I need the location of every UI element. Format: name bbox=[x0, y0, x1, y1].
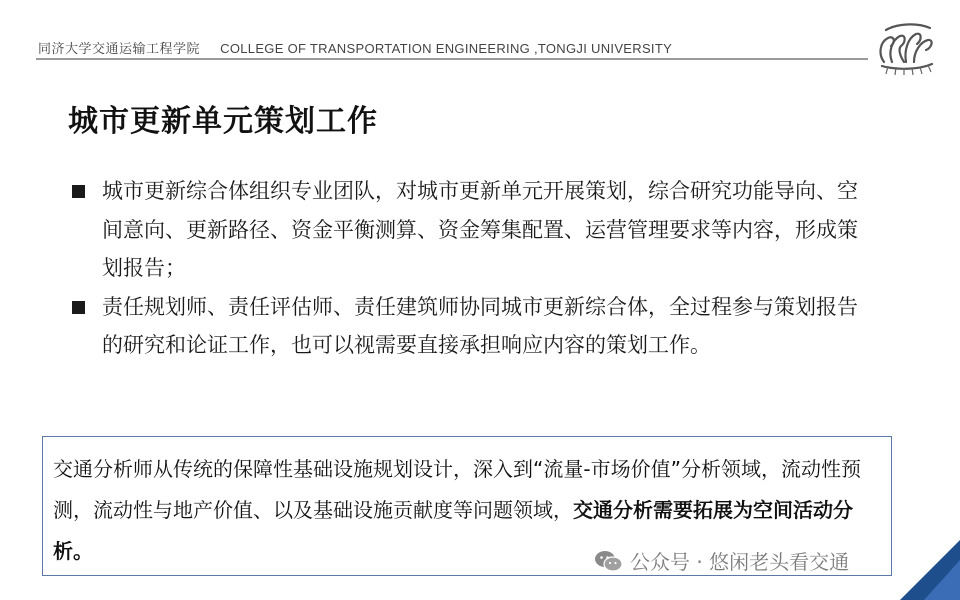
school-name-en: COLLEGE OF TRANSPORTATION ENGINEERING ,TONGJI UNIVERSITY bbox=[220, 41, 673, 56]
school-name-cn: 同济大学交通运输工程学院 bbox=[38, 42, 201, 57]
bullet-text: 责任规划师、责任评估师、责任建筑师协同城市更新综合体，全过程参与策划报告的研究和论证工作，也可以视需要直接承担响应内容的策划工作。 bbox=[102, 294, 858, 357]
corner-accent bbox=[840, 540, 960, 600]
bullet-item bbox=[72, 288, 862, 365]
bullet-list bbox=[72, 172, 862, 365]
watermark-text: 公众号 · 悠闲老头看交通 bbox=[630, 550, 850, 574]
tongji-transportation-logo bbox=[874, 18, 938, 76]
bullet-item bbox=[72, 172, 862, 288]
square-bullet-icon bbox=[72, 301, 85, 314]
square-bullet-icon bbox=[72, 185, 85, 198]
slide-title: 城市更新单元策划工作 bbox=[68, 104, 378, 139]
header bbox=[38, 38, 672, 57]
watermark bbox=[594, 546, 849, 575]
header-divider bbox=[36, 58, 868, 60]
note-text: 交通分析师从传统的保障性基础设施规划设计，深入到“流量-市场价值”分析领域，流动性预测，流动性与地产价值、以及基础设施贡献度等问题领域， bbox=[53, 457, 861, 522]
wechat-icon bbox=[594, 549, 624, 573]
bullet-text: 城市更新综合体组织专业团队，对城市更新单元开展策划，综合研究功能导向、空间意向、更新路径、资金平衡测算、资金筹集配置、运营管理要求等内容，形成策划报告； bbox=[102, 179, 858, 280]
note-bold-text: 交通分析需要拓展为空间活动分析。 bbox=[53, 498, 853, 563]
